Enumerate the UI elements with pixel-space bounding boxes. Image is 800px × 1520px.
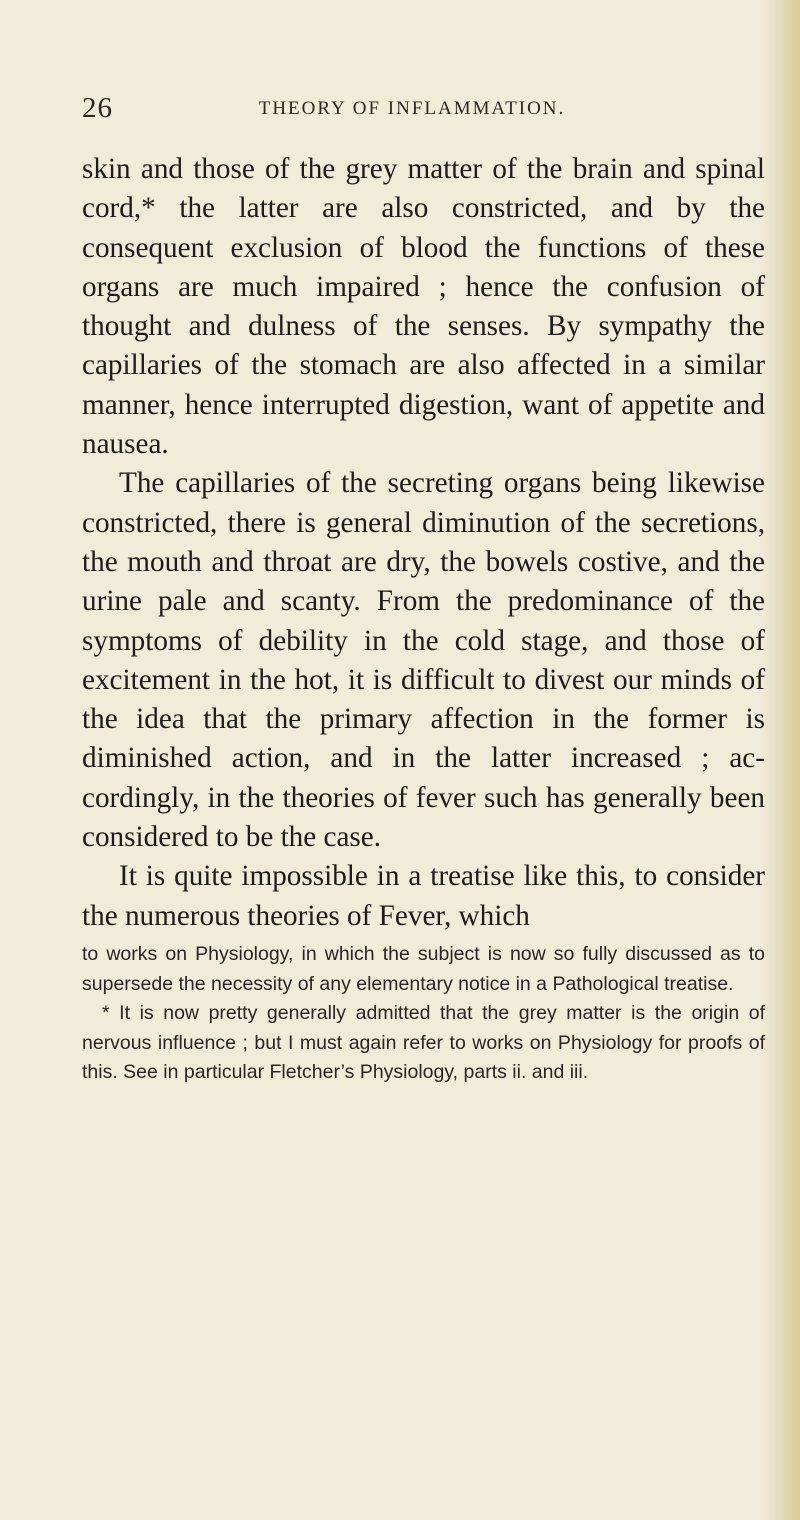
running-title: THEORY OF INFLAMMATION. (258, 98, 566, 119)
footnotes (82, 940, 765, 1088)
page-number: 26 (82, 92, 113, 124)
paragraph: skin and those of the grey matter of the brain and spinal cord,* the latter are also constricted, and by the consequent exclusion of blood the functions of these organs are much impaired ; hence the confusion of thought and dulness of the senses. By sympathy the capillaries of the stomach are also affected in a similar manner, hence interrupted digestion, want of appetite and nausea. (82, 153, 765, 461)
footnote-star: * It is now pretty generally admitted that the grey matter is the origin of nervous influence ; but I must again refer to works on Physiology for proofs of this. See in particular Fletcher’s Physiology, parts ii. and iii. (82, 1002, 765, 1083)
body-text (82, 150, 765, 936)
paragraph: The capillaries of the secreting organs being likewise constricted, there is general diminution of the secretions, the mouth and throat are dry, the bowels costive, and the urine pale and scanty. From the predominance of the symptoms of debility in the cold stage, and those of excitement in the hot, it is difficult to divest our minds of the idea that the primary affection in the former is diminished action, and in the latter increased ; accordingly, in the theories of fever such has generally been considered to be the case. (82, 467, 765, 854)
paragraph: It is quite impossible in a treatise like this, to consider the numerous theories of Fever, which (82, 860, 765, 932)
footnote-continuation: to works on Physiology, in which the subject is now so fully discussed as to supersede the necessity of any elementary notice in a Pathological treatise. (82, 943, 765, 995)
running-head (82, 92, 742, 132)
